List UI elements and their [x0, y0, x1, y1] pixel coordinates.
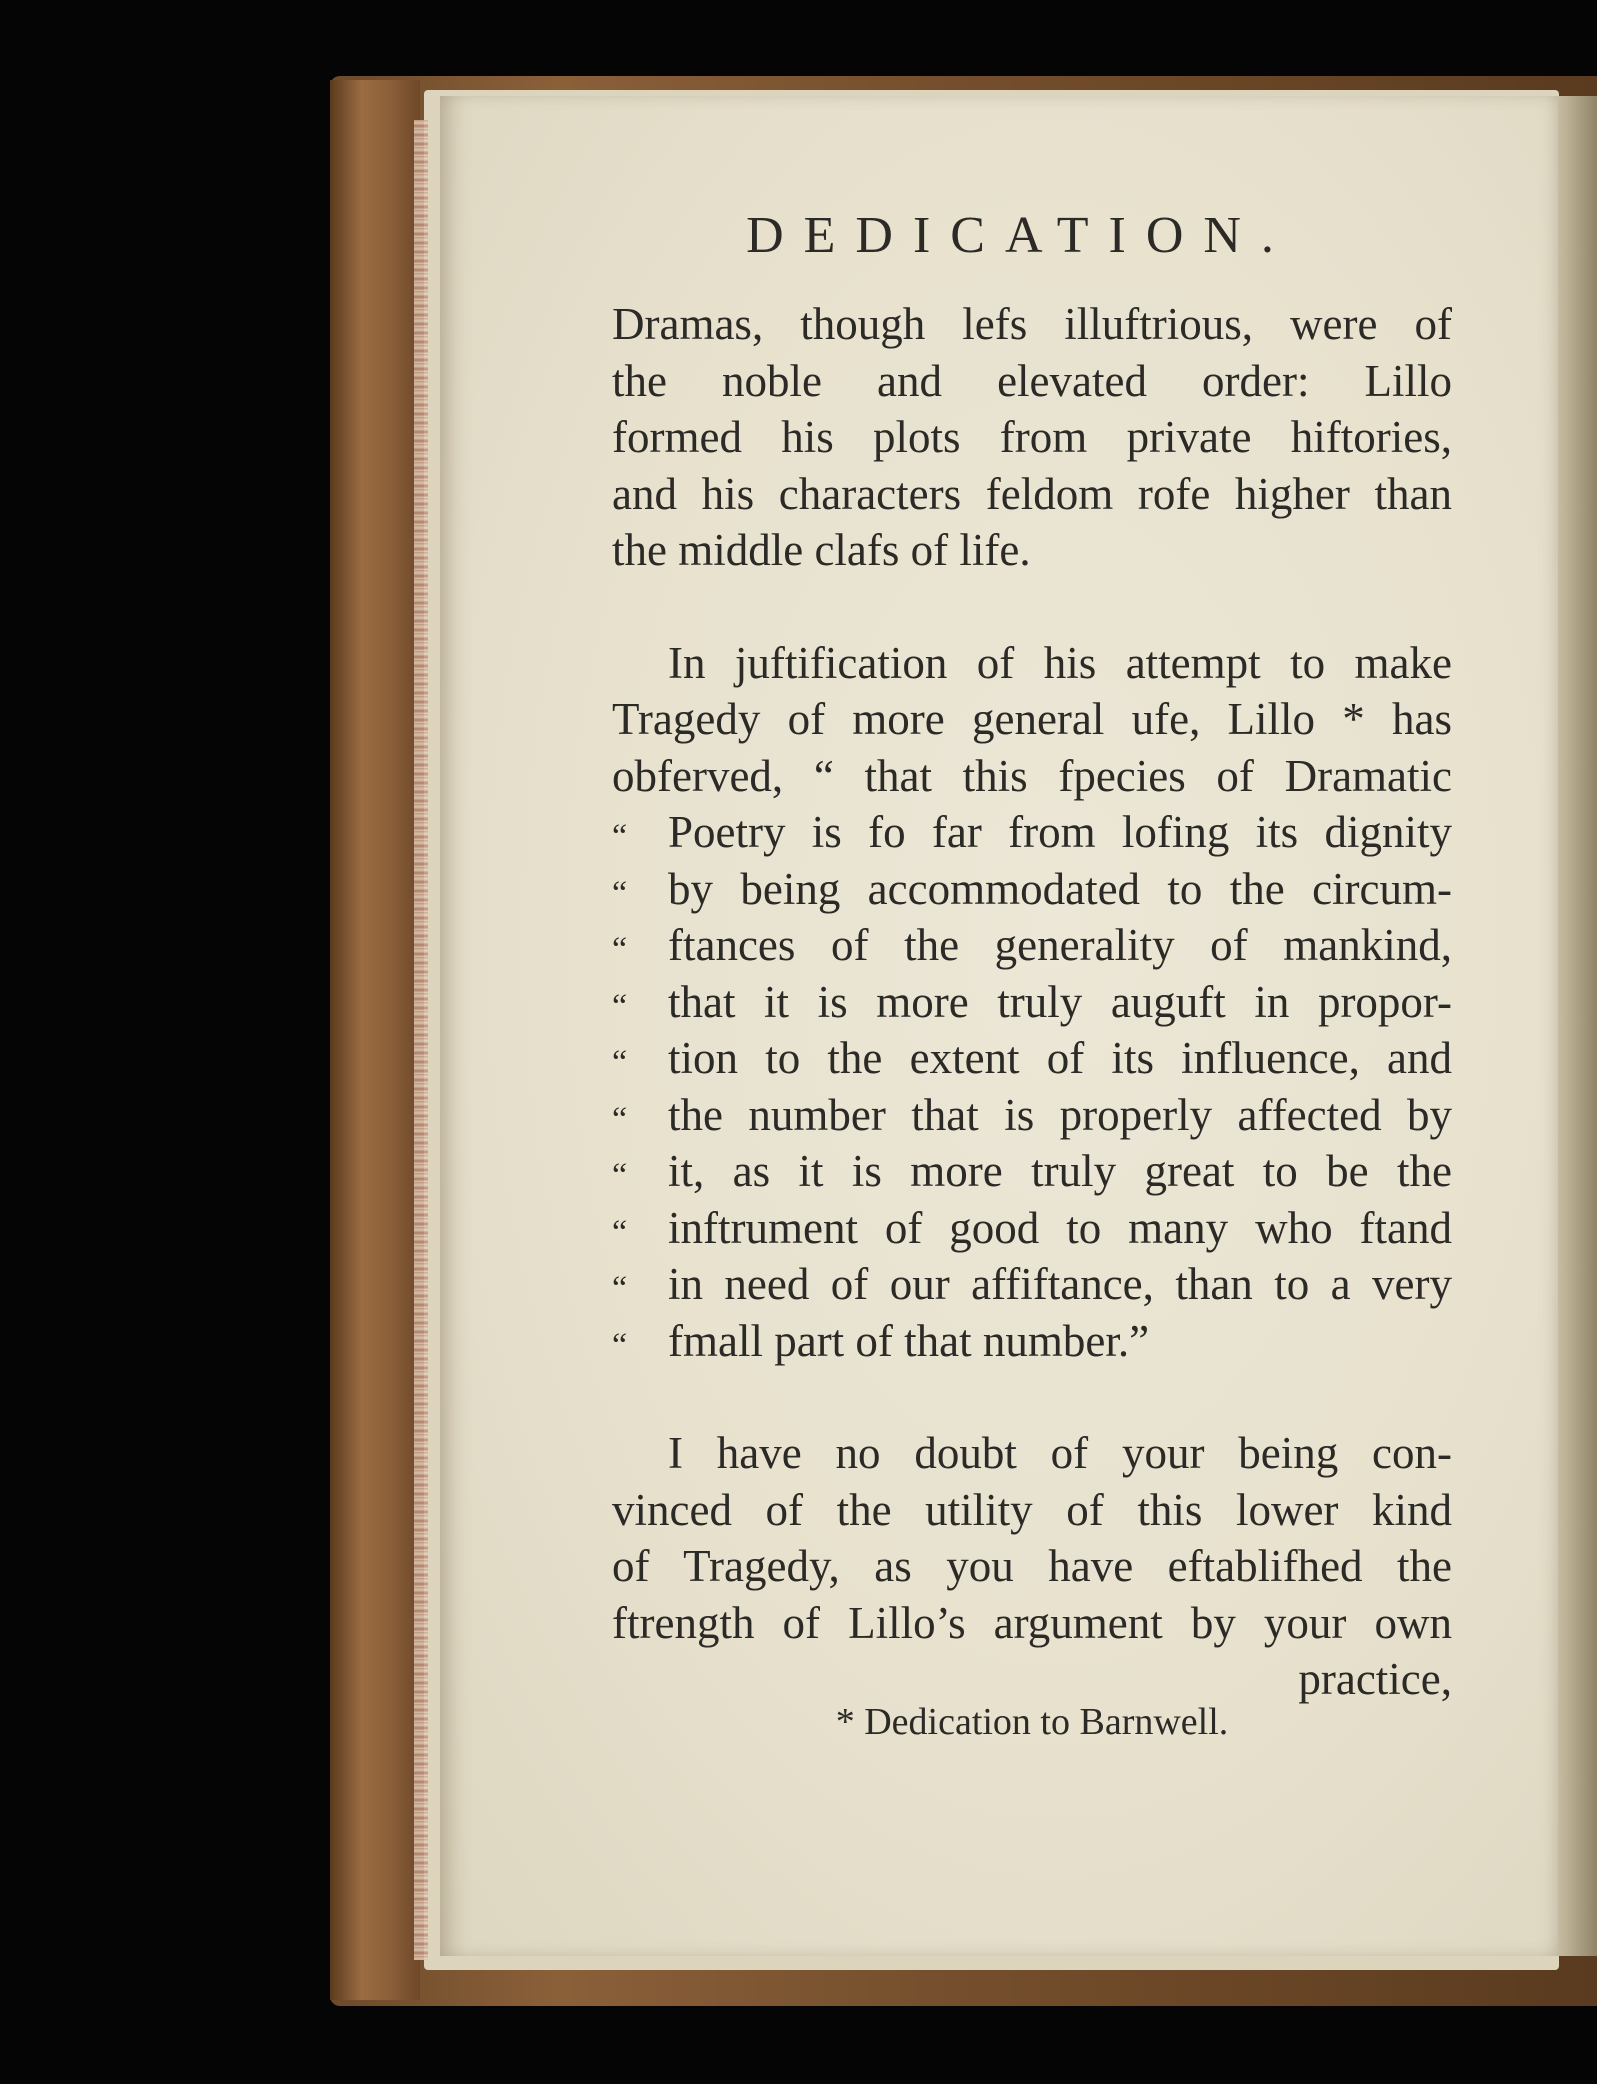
quote-text: by being accommodated to the circum-	[668, 863, 1452, 914]
quoted-line	[612, 861, 1452, 918]
text-line: I have no doubt of your being con-	[668, 1428, 1452, 1478]
text-line: Dramas, though lefs illuftrious, were of	[612, 299, 1452, 349]
quote-mark: “	[612, 987, 628, 1025]
quote-text: it, as it is more truly great to be the	[668, 1146, 1452, 1196]
text-line: of Tragedy, as you have eftablifhed the	[612, 1541, 1452, 1591]
quoted-line	[612, 1087, 1452, 1144]
quote-text: the number that is properly affected by	[668, 1089, 1452, 1140]
quote-mark: “	[612, 1213, 628, 1251]
quote-mark: “	[612, 874, 628, 912]
marbled-endpaper-edge	[414, 120, 428, 1960]
catchword: practice,	[1298, 1654, 1452, 1704]
quoted-line	[612, 1030, 1452, 1087]
text-line: ftrength of Lillo’s argument by your own	[612, 1597, 1452, 1648]
quote-mark: “	[612, 1100, 628, 1138]
quote-text: tion to the extent of its influence, and	[668, 1033, 1452, 1083]
quoted-line	[612, 804, 1452, 861]
quote-text: Poetry is fo far from lofing its dignity	[668, 807, 1452, 857]
quoted-line	[612, 1200, 1452, 1257]
quote-text: in need of our affiftance, than to a very	[668, 1259, 1452, 1309]
running-head: DEDICATION.	[746, 207, 1294, 264]
quote-mark: “	[612, 1157, 628, 1194]
quoted-line	[612, 974, 1452, 1031]
text-line: Tragedy of more general ufe, Lillo * has	[612, 694, 1452, 744]
text-line: the noble and elevated order: Lillo	[612, 355, 1452, 406]
quoted-line	[612, 1313, 1452, 1370]
quote-mark: “	[612, 1326, 628, 1364]
quote-text: ftances of the generality of mankind,	[668, 920, 1452, 970]
text-line: formed his plots from private hiftories,	[612, 412, 1452, 462]
quoted-line	[612, 1256, 1452, 1313]
text-line: obferved, “ that this fpecies of Dramatic	[612, 750, 1452, 801]
quote-mark: “	[612, 1270, 628, 1307]
page-body	[612, 296, 1452, 1708]
paragraph-gap	[612, 579, 1452, 635]
quoted-line	[612, 917, 1452, 974]
text-line: the middle clafs of life.	[612, 525, 1031, 575]
quoted-line	[612, 1143, 1452, 1200]
quote-mark: “	[612, 1044, 628, 1081]
footnote: * Dedication to Barnwell.	[835, 1701, 1229, 1743]
quote-text: that it is more truly auguft in propor-	[668, 976, 1452, 1027]
quote-mark: “	[612, 931, 628, 968]
text-line: In juftification of his attempt to make	[668, 637, 1452, 688]
binding-spine	[330, 80, 420, 2000]
text-line: and his characters feldom rofe higher than	[612, 468, 1452, 519]
quote-text: inftrument of good to many who ftand	[668, 1202, 1452, 1253]
text-line: vinced of the utility of this lower kind	[612, 1484, 1452, 1535]
quote-mark: “	[612, 818, 628, 855]
quote-text: fmall part of that number.”	[668, 1315, 1150, 1366]
paragraph-gap	[612, 1369, 1452, 1425]
